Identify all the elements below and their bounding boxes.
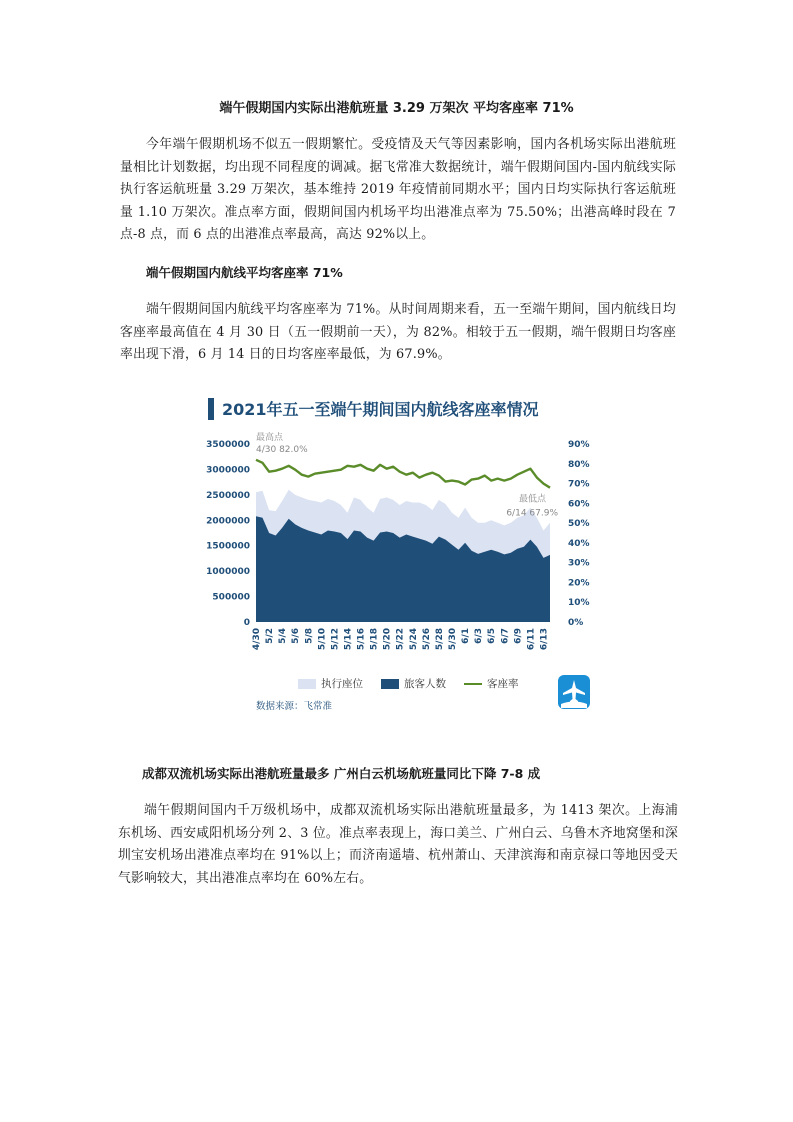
paragraph-load-factor: 端午假期间国内航线平均客座率为 71%。从时间周期来看，五一至端午期间，国内航线日均客座率最高值在 4 月 30 日（五一假期前一天），为 82%。相较于五一假期，端午假期日均客座率出现下滑，6 月 14 日的日均客座率最低，为 67.9%。 [120,302,676,363]
x-tick-label: 5/14 [343,628,354,651]
legend-swatch-load-factor [464,683,482,685]
y-left-tick-label: 3000000 [206,465,250,476]
y-right-tick-label: 70% [568,479,590,490]
annotation-min-label: 最低点 [518,494,546,505]
section-heading-airports: 成都双流机场实际出港航班量最多 广州白云机场航班量同比下降 7-8 成 [142,766,541,781]
line-series-load-factor [256,460,550,488]
y-right-tick-label: 80% [568,459,590,470]
paragraph-intro: 今年端午假期机场不似五一假期繁忙。受疫情及天气等因素影响，国内各机场实际出港航班量相比计划数据，均出现不同程度的调减。据飞常准大数据统计，端午假期间国内-国内航线实际执行客运航班量 3.29 万架次，基本维持 2019 年疫情前同期水平；国内日均实际执行客运航班量 1.10 万架次。准点率方面，假期间国内机场平均出港准点率为 75.50%；出港高峰时段在 7 点-8 点，而 6 点的出港准点率最高，高达 92%以上。 [120,137,676,243]
chart-title-marker [208,398,214,420]
legend-item-seats [298,676,363,691]
x-tick-label: 5/10 [317,628,328,651]
y-left-tick-label: 500000 [212,592,250,603]
y-right-tick-label: 10% [568,598,590,609]
y-right-tick-label: 30% [568,558,590,569]
x-tick-label: 6/7 [500,628,511,644]
x-tick-label: 5/20 [382,628,393,651]
x-tick-label: 5/26 [421,628,432,651]
x-tick-label: 5/12 [330,628,341,651]
x-tick-label: 4/30 [252,628,262,651]
x-tick-label: 5/22 [395,628,406,651]
x-tick-label: 6/3 [474,628,485,644]
chart-container [198,392,598,714]
legend-swatch-seats [298,679,316,689]
y-right-tick-label: 0% [568,618,584,628]
chart-title: 2021年五一至端午期间国内航线客座率情况 [222,400,539,419]
page-title: 端午假期国内实际出港航班量 3.29 万架次 平均客座率 71% [219,101,574,116]
annotation-max-label: 最高点 [256,432,284,443]
x-tick-label: 6/13 [539,628,550,651]
airplane-app-icon [558,675,590,709]
y-left-tick-label: 1000000 [206,567,250,578]
legend-item-passengers [381,676,446,691]
paragraph-airports: 端午假期间国内千万级机场中，成都双流机场实际出港航班量最多，为 1413 架次。上海浦东机场、西安咸阳机场分列 2、3 位。准点率表现上，海口美兰、广州白云、乌鲁木齐地窝堡和深圳宝安机场出港准点率均在 91%以上；而济南遥墙、杭州萧山、天津滨海和南京禄口等地因受天气影响较大，其出港准点率均在 60%左右。 [118,803,678,886]
section-heading-load-factor: 端午假期国内航线平均客座率 71% [146,265,343,280]
y-right-tick-label: 40% [568,538,590,549]
y-right-tick-label: 90% [568,440,590,450]
x-tick-label: 5/28 [434,628,445,651]
x-tick-label: 5/4 [278,628,289,644]
legend-swatch-passengers [381,679,399,689]
y-left-tick-label: 2500000 [206,490,250,501]
y-right-tick-label: 60% [568,499,590,510]
y-left-tick-label: 2000000 [206,516,250,527]
x-tick-label: 5/8 [304,628,315,644]
y-left-tick-label: 0 [243,618,250,628]
x-tick-label: 5/24 [408,628,419,651]
annotation-max-value: 4/30 82.0% [256,444,308,455]
x-tick-label: 5/2 [265,628,276,644]
legend-item-load-factor [464,676,519,691]
y-right-tick-label: 50% [568,519,590,530]
x-tick-label: 5/18 [369,628,380,651]
legend-label-seats: 执行座位 [321,678,363,690]
x-tick-label: 6/5 [487,628,498,644]
annotation-min-value: 6/14 67.9% [506,508,558,519]
y-left-tick-label: 3500000 [206,440,250,450]
chart-source: 数据来源：飞常准 [256,701,333,712]
x-tick-label: 6/11 [526,628,537,651]
chart-legend [298,676,519,691]
x-tick-label: 6/1 [461,628,472,644]
x-tick-label: 6/9 [513,628,524,644]
y-right-tick-label: 20% [568,578,590,589]
legend-label-load-factor: 客座率 [487,678,519,690]
load-factor-chart [198,426,598,706]
x-tick-label: 5/6 [291,628,302,644]
y-left-tick-label: 1500000 [206,541,250,552]
x-tick-label: 5/16 [356,628,367,651]
x-tick-label: 5/30 [448,628,458,651]
legend-label-passengers: 旅客人数 [404,678,446,690]
